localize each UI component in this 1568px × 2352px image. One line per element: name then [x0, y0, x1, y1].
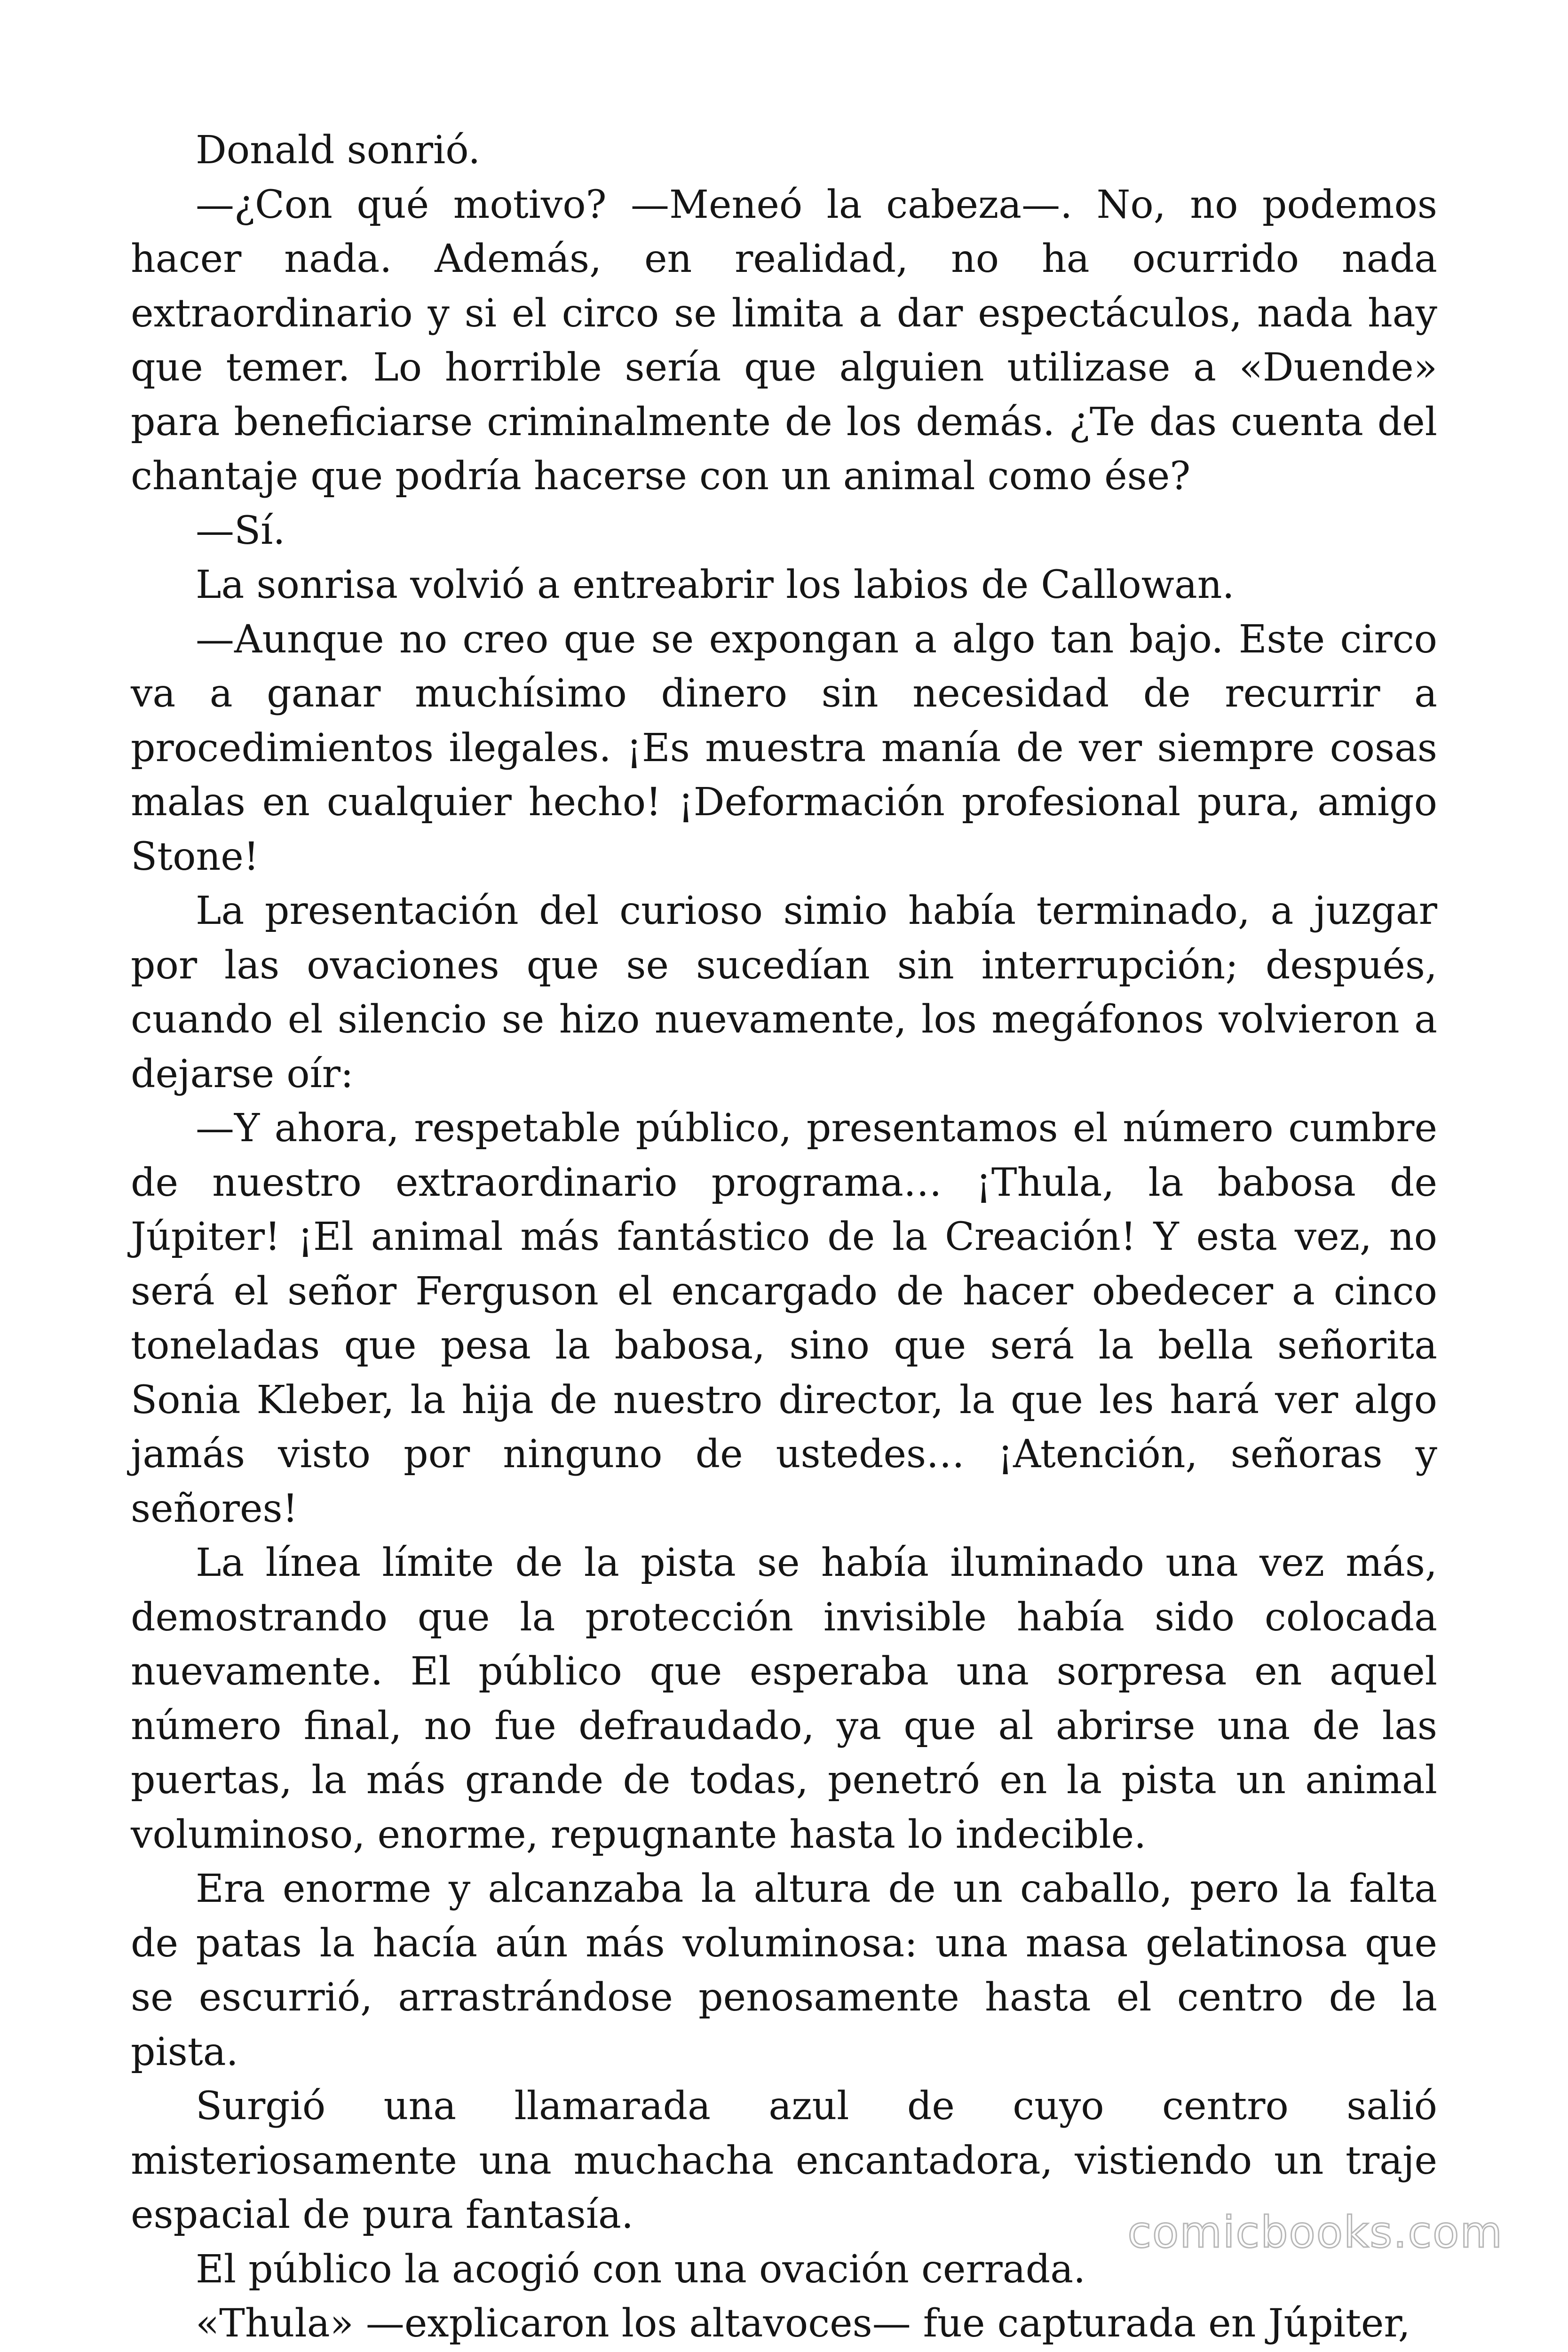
- paragraph: La sonrisa volvió a entreabrir los labios de Callowan.: [196, 563, 1235, 607]
- paragraph: La línea límite de la pista se había iluminado una vez más, demostrando que la protección invisible había sido colocada nuevamente. El público que esperaba una sorpresa en aquel número final, no fue defraudado, ya que al abrirse una de las puertas, la más grande de todas, penetró en la pista un animal voluminoso, enorme, repugnante hasta lo indecible.: [131, 1541, 1437, 1857]
- paragraph: Donald sonrió.: [196, 128, 481, 173]
- paragraph: El público la acogió con una ovación cerrada.: [196, 2247, 1086, 2292]
- paragraph: Surgió una llamarada azul de cuyo centro salió misteriosamente una muchacha encantadora, vistiendo un traje espacial de pura fantasía.: [131, 2084, 1437, 2237]
- watermark-text: comicbooks.com: [1127, 2207, 1503, 2257]
- page-body: [131, 123, 1437, 2351]
- paragraph: Era enorme y alcanzaba la altura de un caballo, pero la falta de patas la hacía aún más voluminosa: una masa gelatinosa que se escurrió, arrastrándose penosamente hasta el centro de la pista.: [131, 1867, 1437, 2074]
- paragraph: La presentación del curioso simio había terminado, a juzgar por las ovaciones que se sucedían sin interrupción; después, cuando el silencio se hizo nuevamente, los megáfonos volvieron a dejarse oír:: [131, 889, 1437, 1097]
- paragraph: —Aunque no creo que se expongan a algo tan bajo. Este circo va a ganar muchísimo dinero sin necesidad de recurrir a procedimientos ilegales. ¡Es muestra manía de ver siempre cosas malas en cualquier hecho! ¡Deformación profesional pura, amigo Stone!: [131, 617, 1437, 879]
- paragraph: —Sí.: [196, 508, 285, 553]
- paragraph: —¿Con qué motivo? —Meneó la cabeza—. No, no podemos hacer nada. Además, en realidad, no ha ocurrido nada extraordinario y si el circo se limita a dar espectáculos, nada hay que temer. Lo horrible sería que alguien utilizase a «Duende» para beneficiarse criminalmente de los demás. ¿Te das cuenta del chantaje que podría hacerse con un animal como ése?: [131, 182, 1437, 499]
- paragraph: «Thula» —explicaron los altavoces— fue capturada en Júpiter,: [196, 2301, 1410, 2346]
- paragraph: —Y ahora, respetable público, presentamos el número cumbre de nuestro extraordinario programa… ¡Thula, la babosa de Júpiter! ¡El animal más fantástico de la Creación! Y esta vez, no será el señor Ferguson el encargado de hacer obedecer a cinco toneladas que pesa la babosa, sino que será la bella señorita Sonia Kleber, la hija de nuestro director, la que les hará ver algo jamás visto por ninguno de ustedes… ¡Atención, señoras y señores!: [131, 1106, 1437, 1531]
